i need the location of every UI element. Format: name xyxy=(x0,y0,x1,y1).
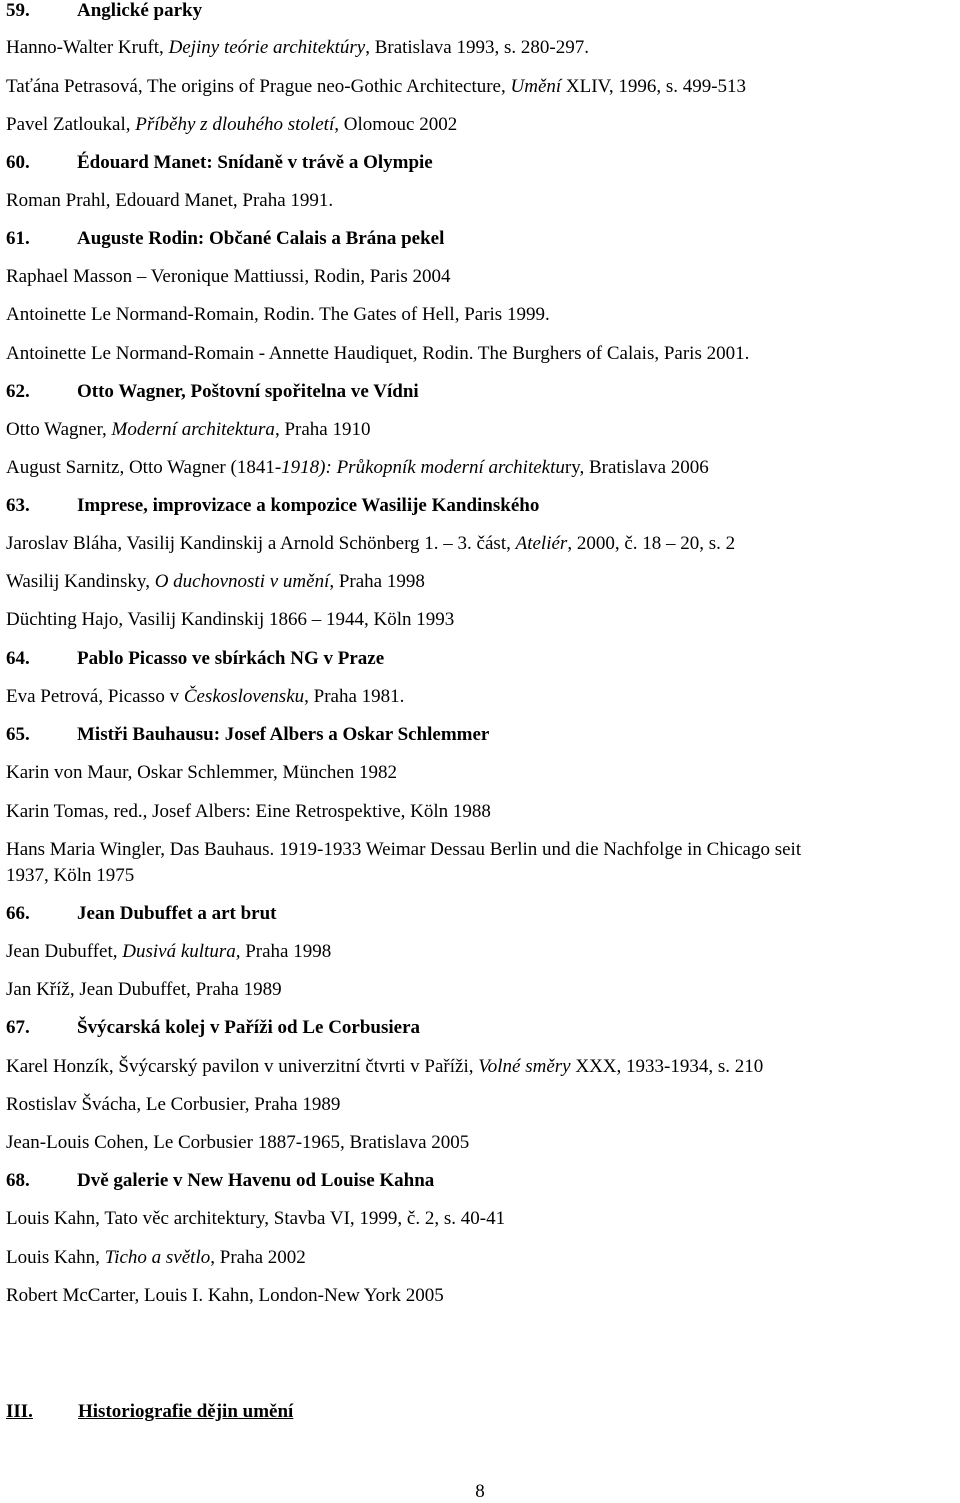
reference-text: Hanno-Walter Kruft, xyxy=(6,37,169,58)
reference-text: , Praha 1981. xyxy=(304,686,405,707)
reference-text: 1937, Köln 1975 xyxy=(6,865,135,886)
reference-text: Antoinette Le Normand-Romain, Rodin. The Gates of Hell, Paris 1999. xyxy=(6,304,550,325)
reference-text: Pavel Zatloukal, xyxy=(6,114,136,135)
reference-text: XLIV, 1996, s. 499-513 xyxy=(561,76,747,97)
reference-line xyxy=(6,1094,340,1116)
entry-number: 59. xyxy=(6,0,30,21)
reference-line xyxy=(6,190,333,212)
page-number: 8 xyxy=(475,1481,485,1502)
reference-text: Jan Kříž, Jean Dubuffet, Praha 1989 xyxy=(6,979,282,1000)
entry-title: Auguste Rodin: Občané Calais a Brána pekel xyxy=(77,228,445,249)
entry-title: Otto Wagner, Poštovní spořitelna ve Vídni xyxy=(77,381,419,402)
reference-line xyxy=(6,762,397,784)
entry-number: 67. xyxy=(6,1017,30,1038)
reference-text: XXX, 1933-1934, s. 210 xyxy=(570,1056,764,1077)
reference-text: Roman Prahl, Edouard Manet, Praha 1991. xyxy=(6,190,334,211)
reference-text: Jean Dubuffet, xyxy=(6,941,123,962)
reference-title: Volné směry xyxy=(478,1056,571,1077)
entry-heading xyxy=(6,381,419,403)
reference-text: , Praha 1998 xyxy=(329,571,425,592)
reference-line xyxy=(6,343,749,365)
entry-number: 60. xyxy=(6,152,30,173)
reference-title: O duchovnosti v umění xyxy=(154,571,330,592)
reference-line xyxy=(6,1132,469,1154)
reference-line xyxy=(6,1208,505,1230)
reference-text: Antoinette Le Normand-Romain - Annette Haudiquet, Rodin. The Burghers of Calais, Paris 2001. xyxy=(6,343,750,364)
reference-text: Robert McCarter, Louis I. Kahn, London-New York 2005 xyxy=(6,1285,444,1306)
reference-text: August Sarnitz, Otto Wagner (1841- xyxy=(6,457,282,478)
reference-text: Jaroslav Bláha, Vasilij Kandinskij a Arnold Schönberg 1. – 3. část, xyxy=(6,533,516,554)
reference-line xyxy=(6,686,404,708)
reference-text: Düchting Hajo, Vasilij Kandinskij 1866 – 1944, Köln 1993 xyxy=(6,609,455,630)
entry-heading xyxy=(6,724,489,746)
reference-text: Wasilij Kandinsky, xyxy=(6,571,155,592)
entry-title: Dvě galerie v New Havenu od Louise Kahna xyxy=(77,1170,435,1191)
entry-title: Švýcarská kolej v Paříži od Le Corbusiera xyxy=(77,1017,421,1038)
reference-text: , Olomouc 2002 xyxy=(334,114,458,135)
entry-heading xyxy=(6,0,202,22)
entry-number: 61. xyxy=(6,228,30,249)
section-number: III. xyxy=(6,1401,33,1422)
entry-title: Pablo Picasso ve sbírkách NG v Praze xyxy=(77,648,385,669)
entry-number: 63. xyxy=(6,495,30,516)
entry-number: 64. xyxy=(6,648,30,669)
reference-text: , Praha 2002 xyxy=(210,1247,306,1268)
entry-heading xyxy=(6,152,433,174)
reference-text: , Praha 1910 xyxy=(274,419,371,440)
reference-line xyxy=(6,839,801,861)
reference-text: Otto Wagner, xyxy=(6,419,112,440)
reference-line xyxy=(6,114,457,136)
reference-line xyxy=(6,1285,444,1307)
entry-heading xyxy=(6,1170,434,1192)
entry-number: 65. xyxy=(6,724,30,745)
reference-line xyxy=(6,266,451,288)
reference-text: , Bratislava 1993, s. 280-297. xyxy=(365,37,589,58)
section-heading xyxy=(6,1401,293,1423)
reference-text: Louis Kahn, Tato věc architektury, Stavba VI, 1999, č. 2, s. 40-41 xyxy=(6,1208,506,1229)
reference-line xyxy=(6,76,746,98)
reference-line xyxy=(6,941,331,963)
entry-heading xyxy=(6,495,539,517)
reference-text: , 2000, č. 18 – 20, s. 2 xyxy=(567,533,736,554)
reference-line xyxy=(6,609,454,631)
reference-text: Hans Maria Wingler, Das Bauhaus. 1919-1933 Weimar Dessau Berlin und die Nachfolge in Chicago seit xyxy=(6,839,802,860)
section-title: Historiografie dějin umění xyxy=(78,1401,294,1422)
reference-title: 1918): Průkopník moderní architektu xyxy=(281,457,565,478)
entry-title: Imprese, improvizace a kompozice Wasilije Kandinského xyxy=(77,495,540,516)
entry-title: Anglické parky xyxy=(77,0,203,21)
reference-line xyxy=(6,801,491,823)
reference-text: Eva Petrová, Picasso v xyxy=(6,686,184,707)
entry-heading xyxy=(6,1017,420,1039)
reference-line xyxy=(6,457,709,479)
entry-title: Mistři Bauhausu: Josef Albers a Oskar Schlemmer xyxy=(77,724,490,745)
reference-text: Rostislav Švácha, Le Corbusier, Praha 1989 xyxy=(6,1094,341,1115)
reference-line xyxy=(6,979,282,1001)
reference-text: Karin Tomas, red., Josef Albers: Eine Retrospektive, Köln 1988 xyxy=(6,801,491,822)
reference-text: Louis Kahn, xyxy=(6,1247,105,1268)
entry-title: Édouard Manet: Snídaně v trávě a Olympie xyxy=(77,152,433,173)
entry-heading xyxy=(6,648,384,670)
reference-line xyxy=(6,37,589,59)
entry-number: 68. xyxy=(6,1170,30,1191)
reference-title: Dejiny teórie architektúry xyxy=(168,37,366,58)
reference-line xyxy=(6,571,425,593)
reference-text: Raphael Masson – Veronique Mattiussi, Rodin, Paris 2004 xyxy=(6,266,451,287)
entry-number: 62. xyxy=(6,381,30,402)
reference-text: Karin von Maur, Oskar Schlemmer, München 1982 xyxy=(6,762,398,783)
reference-title: Československu xyxy=(183,686,305,707)
reference-line xyxy=(6,1247,306,1269)
reference-text: Jean-Louis Cohen, Le Corbusier 1887-1965, Bratislava 2005 xyxy=(6,1132,470,1153)
reference-title: Ticho a světlo xyxy=(104,1247,211,1268)
reference-text: Karel Honzík, Švýcarský pavilon v univerzitní čtvrti v Paříži, xyxy=(6,1056,479,1077)
reference-title: Umění xyxy=(510,76,562,97)
reference-title: Příběhy z dlouhého století xyxy=(135,114,335,135)
reference-line xyxy=(6,1056,763,1078)
reference-title: Moderní architektura xyxy=(111,419,275,440)
reference-line xyxy=(6,865,134,887)
reference-title: Dusivá kultura, xyxy=(122,941,241,962)
reference-title: Ateliér xyxy=(515,533,568,554)
reference-text: ry, Bratislava 2006 xyxy=(564,457,709,478)
entry-title: Jean Dubuffet a art brut xyxy=(77,903,277,924)
reference-line xyxy=(6,533,735,555)
reference-line xyxy=(6,304,550,326)
entry-heading xyxy=(6,228,444,250)
entry-heading xyxy=(6,903,277,925)
reference-text: Praha 1998 xyxy=(240,941,332,962)
reference-line xyxy=(6,419,370,441)
entry-number: 66. xyxy=(6,903,30,924)
reference-text: Taťána Petrasová, The origins of Prague neo-Gothic Architecture, xyxy=(6,76,511,97)
